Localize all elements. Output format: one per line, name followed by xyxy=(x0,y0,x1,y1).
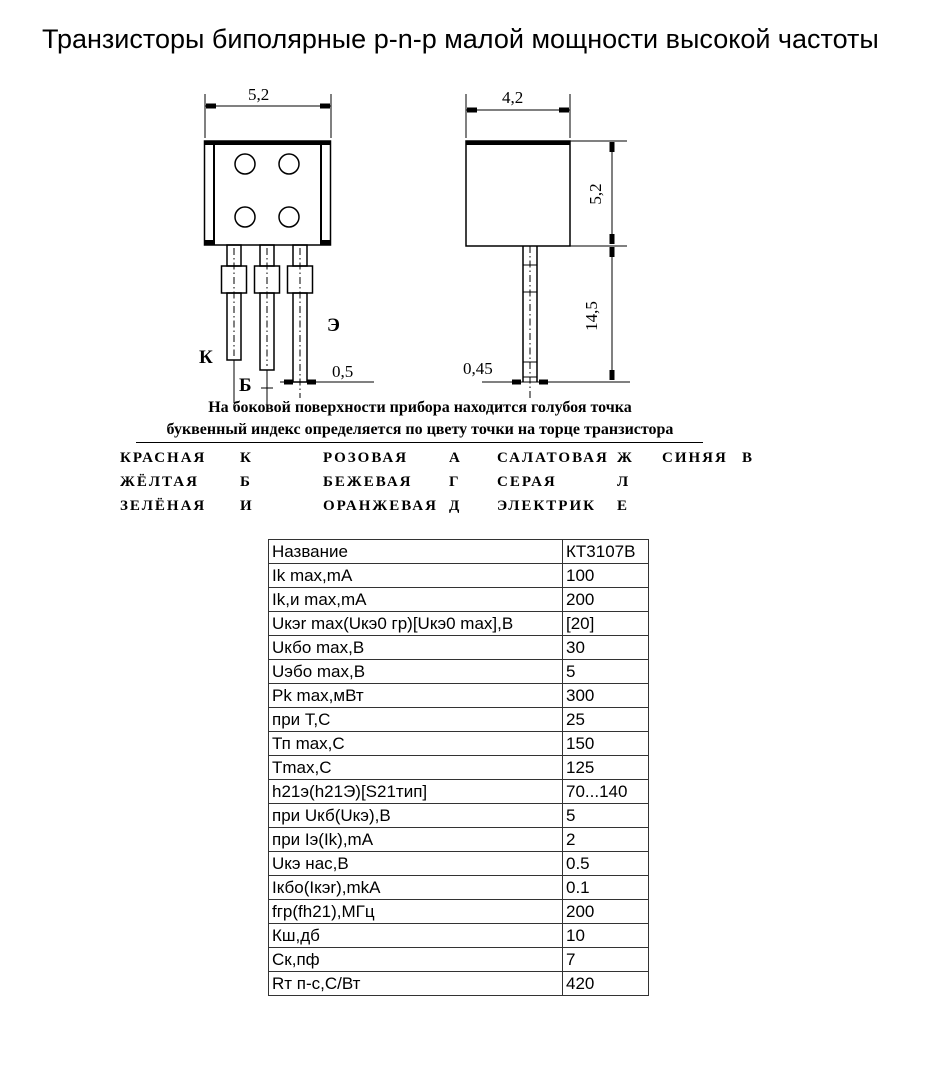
parameter-row xyxy=(269,828,649,852)
color-letter-index: Л xyxy=(617,474,631,490)
color-name: КРАСНАЯ xyxy=(120,450,207,466)
parameter-value: 30 xyxy=(563,636,649,660)
parameter-row xyxy=(269,660,649,684)
color-name: ОРАНЖЕВАЯ xyxy=(323,498,438,514)
parameter-name: Rт п-с,С/Вт xyxy=(269,972,563,996)
side-lead-width-dimension-label: 0,45 xyxy=(463,359,493,378)
parameter-row xyxy=(269,756,649,780)
color-name: САЛАТОВАЯ xyxy=(497,450,609,466)
parameter-value: 0.5 xyxy=(563,852,649,876)
color-name: РОЗОВАЯ xyxy=(323,450,409,466)
parameter-row xyxy=(269,588,649,612)
parameter-row xyxy=(269,636,649,660)
color-letter-index: Б xyxy=(240,474,252,490)
parameters-table-body xyxy=(269,564,649,996)
color-letter-index xyxy=(742,494,782,518)
parameter-row xyxy=(269,732,649,756)
parameter-value: 100 xyxy=(563,564,649,588)
color-name: БЕЖЕВАЯ xyxy=(323,474,413,490)
parameter-value: 5 xyxy=(563,660,649,684)
color-letter-index: К xyxy=(240,450,253,466)
color-name xyxy=(662,494,742,518)
color-letter-index: Д xyxy=(449,498,462,514)
parameter-row xyxy=(269,972,649,996)
pin-label-base: Б xyxy=(239,375,252,396)
parameters-table xyxy=(268,539,649,996)
parameter-value: 200 xyxy=(563,588,649,612)
side-height-dimension-label: 5,2 xyxy=(586,183,605,205)
color-letter-index: И xyxy=(240,498,254,514)
parameter-name: Ск,пф xyxy=(269,948,563,972)
parameter-value: [20] xyxy=(563,612,649,636)
pin-label-emitter: Э xyxy=(327,315,340,336)
parameter-row xyxy=(269,948,649,972)
parameter-row xyxy=(269,852,649,876)
parameter-value: 5 xyxy=(563,804,649,828)
parameter-row xyxy=(269,708,649,732)
parameter-name: Iкбо(Iкэr),mkA xyxy=(269,876,563,900)
parameter-name: при Uкб(Uкэ),В xyxy=(269,804,563,828)
color-code-row xyxy=(120,446,820,470)
color-letter-index: Е xyxy=(617,498,630,514)
color-code-table xyxy=(120,446,820,518)
color-code-row xyxy=(120,470,820,494)
package-outline-drawing xyxy=(140,75,660,415)
parameter-row xyxy=(269,924,649,948)
parameter-value: 70...140 xyxy=(563,780,649,804)
parameters-header-row xyxy=(269,540,649,564)
divider-line xyxy=(136,442,703,443)
parameter-value: 25 xyxy=(563,708,649,732)
parameter-name: h21э(h21Э)[S21тип] xyxy=(269,780,563,804)
front-view xyxy=(205,94,375,408)
parameter-row xyxy=(269,804,649,828)
color-name: ЗЕЛЁНАЯ xyxy=(120,498,207,514)
parameter-value: 10 xyxy=(563,924,649,948)
front-width-dimension-label: 5,2 xyxy=(248,85,270,104)
parameter-name: Uкэ нас,В xyxy=(269,852,563,876)
parameter-name: Ik max,mA xyxy=(269,564,563,588)
parameter-row xyxy=(269,684,649,708)
parameter-value: 7 xyxy=(563,948,649,972)
parameter-value: 300 xyxy=(563,684,649,708)
parameter-name: Кш,дб xyxy=(269,924,563,948)
parameter-name: Pk max,мВт xyxy=(269,684,563,708)
pin-label-collector: К xyxy=(199,347,213,368)
color-letter-index: А xyxy=(449,450,462,466)
parameter-name: Uкэr max(Uкэ0 гр)[Uкэ0 max],В xyxy=(269,612,563,636)
color-name: ЭЛЕКТРИК xyxy=(497,498,596,514)
color-name: СИНЯЯ xyxy=(662,450,728,466)
color-letter-index xyxy=(742,470,782,494)
parameter-value: 200 xyxy=(563,900,649,924)
parameter-name: Uкбо max,В xyxy=(269,636,563,660)
parameter-value: 150 xyxy=(563,732,649,756)
side-width-dimension-label: 4,2 xyxy=(502,88,524,107)
parameter-value: 420 xyxy=(563,972,649,996)
parameter-name: Тп max,С xyxy=(269,732,563,756)
parameter-row xyxy=(269,612,649,636)
marking-note-line-2: буквенный индекс определяется по цвету точки на торце транзистора xyxy=(166,421,674,438)
parameter-name: Tmax,С xyxy=(269,756,563,780)
parameter-row xyxy=(269,564,649,588)
parameter-row xyxy=(269,900,649,924)
color-name xyxy=(662,470,742,494)
parameters-table-head xyxy=(269,540,649,564)
marking-notes xyxy=(120,397,720,441)
color-code-row xyxy=(120,494,820,518)
parameter-name: Uэбо max,В xyxy=(269,660,563,684)
parameter-name: при Т,С xyxy=(269,708,563,732)
parameter-value: 2 xyxy=(563,828,649,852)
header-device-type: КТ3107В xyxy=(563,540,649,564)
parameter-name: fгр(fh21),МГц xyxy=(269,900,563,924)
color-name: СЕРАЯ xyxy=(497,474,557,490)
side-view xyxy=(466,94,630,399)
front-lead-width-dimension-label: 0,5 xyxy=(332,362,354,381)
parameter-value: 0.1 xyxy=(563,876,649,900)
side-lead-length-dimension-label: 14,5 xyxy=(582,301,601,331)
color-letter-index: Ж xyxy=(617,450,634,466)
parameter-row xyxy=(269,876,649,900)
color-letter-index: В xyxy=(742,450,755,466)
parameter-name: Ik,и max,mA xyxy=(269,588,563,612)
page-title: Транзисторы биполярные p-n-p малой мощности высокой частоты xyxy=(42,24,879,54)
header-parameter-name: Название xyxy=(269,540,563,564)
color-letter-index: Г xyxy=(449,474,461,490)
parameter-row xyxy=(269,780,649,804)
marking-note-line-1: На боковой поверхности прибора находится голубоя точка xyxy=(208,399,632,416)
parameter-value: 125 xyxy=(563,756,649,780)
parameter-name: при Iэ(Ik),mA xyxy=(269,828,563,852)
color-name: ЖЁЛТАЯ xyxy=(120,474,199,490)
